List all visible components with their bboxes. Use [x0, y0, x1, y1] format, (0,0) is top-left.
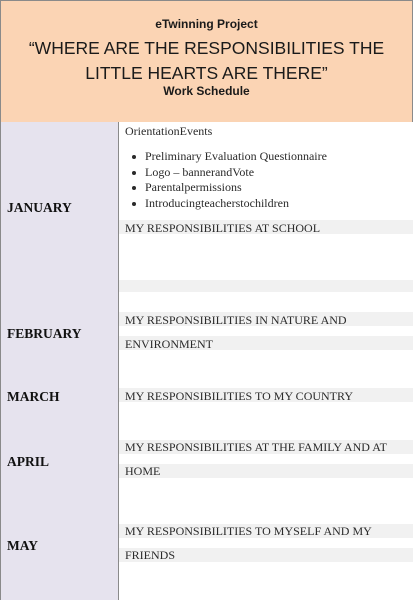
february-topic-line-2: ENVIRONMENT [125, 337, 213, 351]
project-title-line-2: LITTLE HEARTS ARE THERE” [85, 63, 328, 83]
schedule-subtitle: Work Schedule [163, 84, 250, 98]
january-topic: MY RESPONSIBILITIES AT SCHOOL [125, 221, 321, 235]
schedule-header [0, 0, 413, 123]
row-band [119, 280, 413, 292]
january-activity-list [125, 149, 327, 211]
schedule-table [0, 122, 413, 600]
list-item: Logo – bannerandVote [125, 165, 327, 181]
list-item: Parentalpermissions [125, 180, 327, 196]
may-topic-line-2: FRIENDS [125, 548, 176, 562]
list-item: Introducingteacherstochildren [125, 196, 327, 212]
month-march: MARCH [7, 389, 60, 404]
project-label: eTwinning Project [155, 17, 258, 31]
may-topic-line-1: MY RESPONSIBILITIES TO MYSELF AND MY [125, 524, 372, 538]
project-title [1, 36, 412, 86]
month-february: FEBRUARY [7, 326, 82, 341]
month-april: APRIL [7, 454, 50, 469]
january-intro: OrientationEvents [125, 124, 213, 138]
list-item: Preliminary Evaluation Questionnaire [125, 149, 327, 165]
month-january: JANUARY [7, 200, 72, 215]
month-may: MAY [7, 538, 39, 553]
march-topic: MY RESPONSIBILITIES TO MY COUNTRY [125, 389, 354, 403]
april-topic-line-2: HOME [125, 464, 161, 478]
april-topic-line-1: MY RESPONSIBILITIES AT THE FAMILY AND AT [125, 440, 387, 454]
february-topic-line-1: MY RESPONSIBILITIES IN NATURE AND [125, 313, 347, 327]
month-column [0, 122, 119, 600]
project-title-line-1: “WHERE ARE THE RESPONSIBILITIES THE [28, 38, 385, 58]
content-column [119, 122, 413, 600]
row-band [119, 464, 413, 478]
